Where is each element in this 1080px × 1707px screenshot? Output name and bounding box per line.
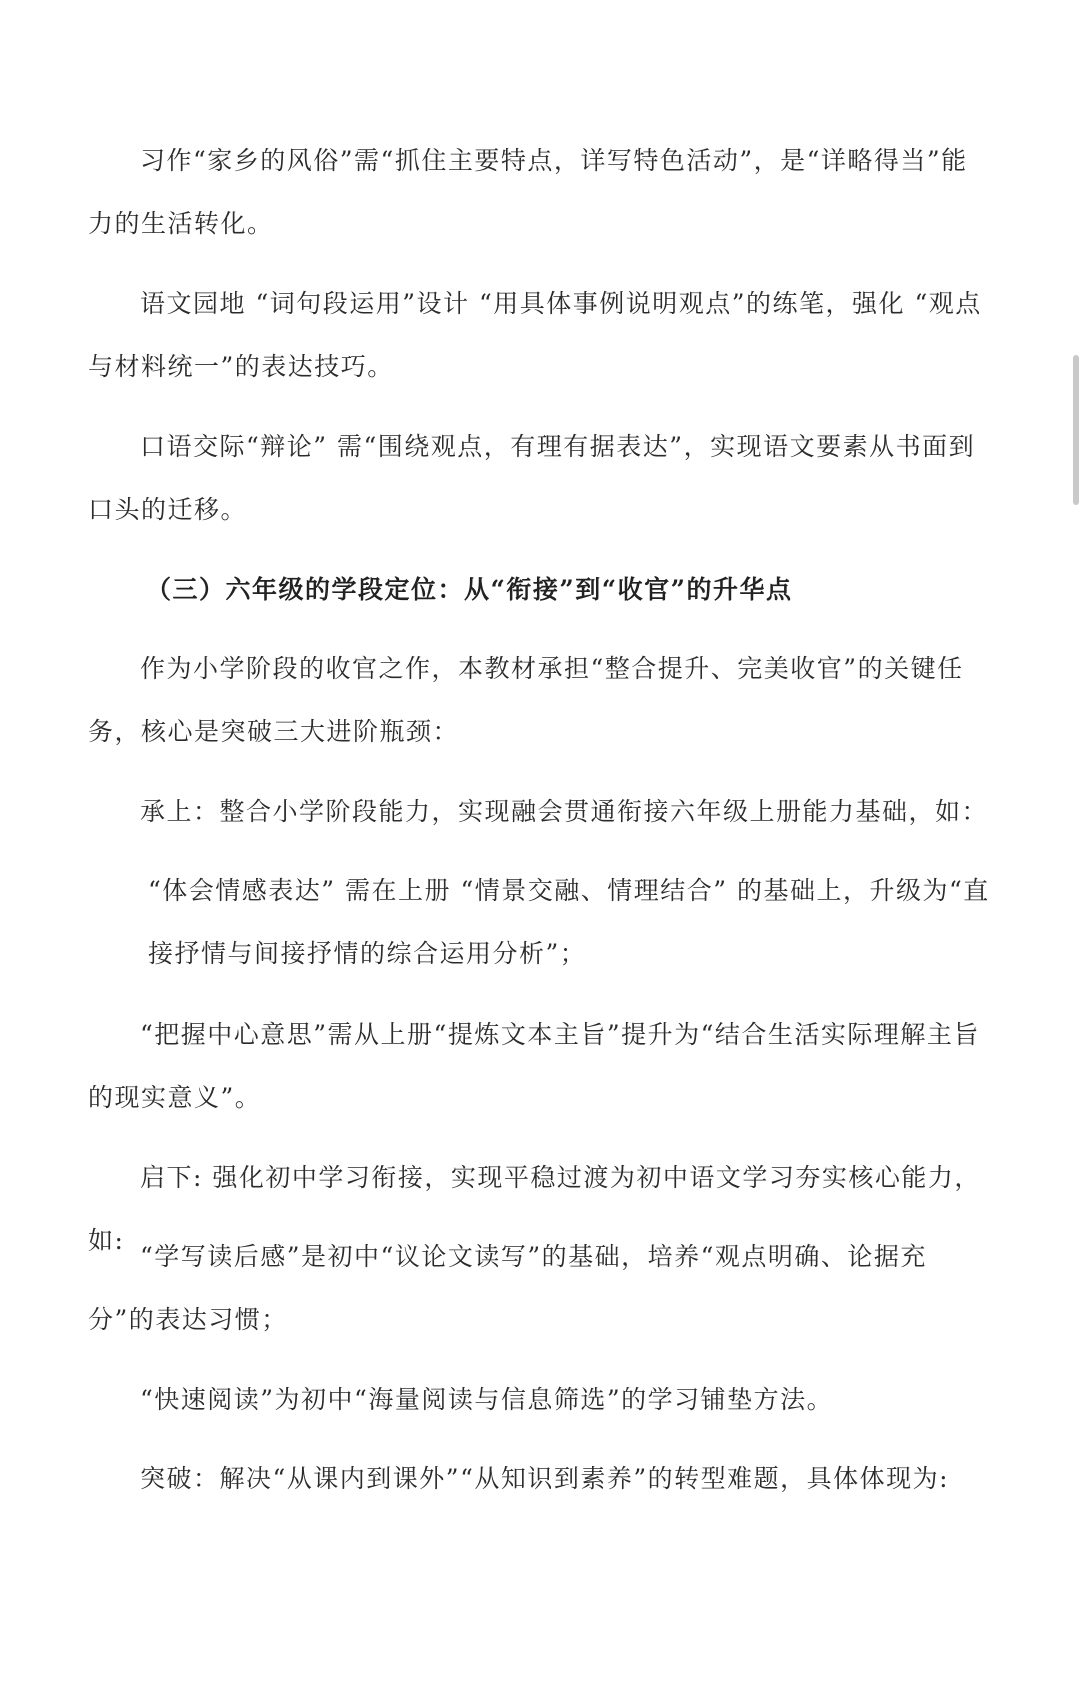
paragraph-fast-reading: “快速阅读”为初中“海量阅读与信息筛选”的学习铺垫方法。 (140, 1385, 834, 1414)
paragraph-reading-response: “学写读后感”是初中“议论文读写”的基础，培养“观点明确、论据充分”的表达习惯； (88, 1242, 927, 1334)
paragraph-emotion-expression: “体会情感表达” 需在上册 “情景交融、情理结合” 的基础上，升级为“直接抒情与间接抒情的综合运用分析”； (148, 876, 990, 968)
paragraph-oral-debate: 口语交际“辩论” 需“围绕观点，有理有据表达”，实现语文要素从书面到口头的迁移。 (88, 432, 976, 524)
paragraph-connect-previous: 承上：整合小学阶段能力，实现融会贯通衔接六年级上册能力基础，如： (140, 797, 989, 826)
paragraph-lead-next: 启下: 强化初中学习衔接，实现平稳过渡为初中语文学习夯实核心能力，如: (88, 1163, 981, 1255)
section-heading-grade-six: （三）六年级的学段定位：从“衔接”到“收官”的升华点 (146, 575, 793, 604)
paragraph-chinese-garden: 语文园地 “词句段运用”设计 “用具体事例说明观点”的练笔，强化 “观点与材料统一”的表达技巧。 (88, 289, 982, 381)
paragraph-central-idea: “把握中心意思”需从上册“提炼文本主旨”提升为“结合生活实际理解主旨的现实意义”。 (88, 1020, 980, 1112)
scrollbar-thumb[interactable] (1073, 355, 1079, 505)
paragraph-breakthrough: 突破：解决“从课内到课外”“从知识到素养”的转型难题，具体体现为: (140, 1464, 950, 1493)
paragraph-hometown-customs: 习作“家乡的风俗”需“抓住主要特点，详写特色活动”，是“详略得当”能力的生活转化。 (88, 146, 968, 238)
vertical-scrollbar[interactable] (1070, 0, 1080, 1707)
paragraph-final-stage: 作为小学阶段的收官之作，本教材承担“整合提升、完美收官”的关键任务，核心是突破三大进阶瓶颈： (88, 654, 964, 746)
